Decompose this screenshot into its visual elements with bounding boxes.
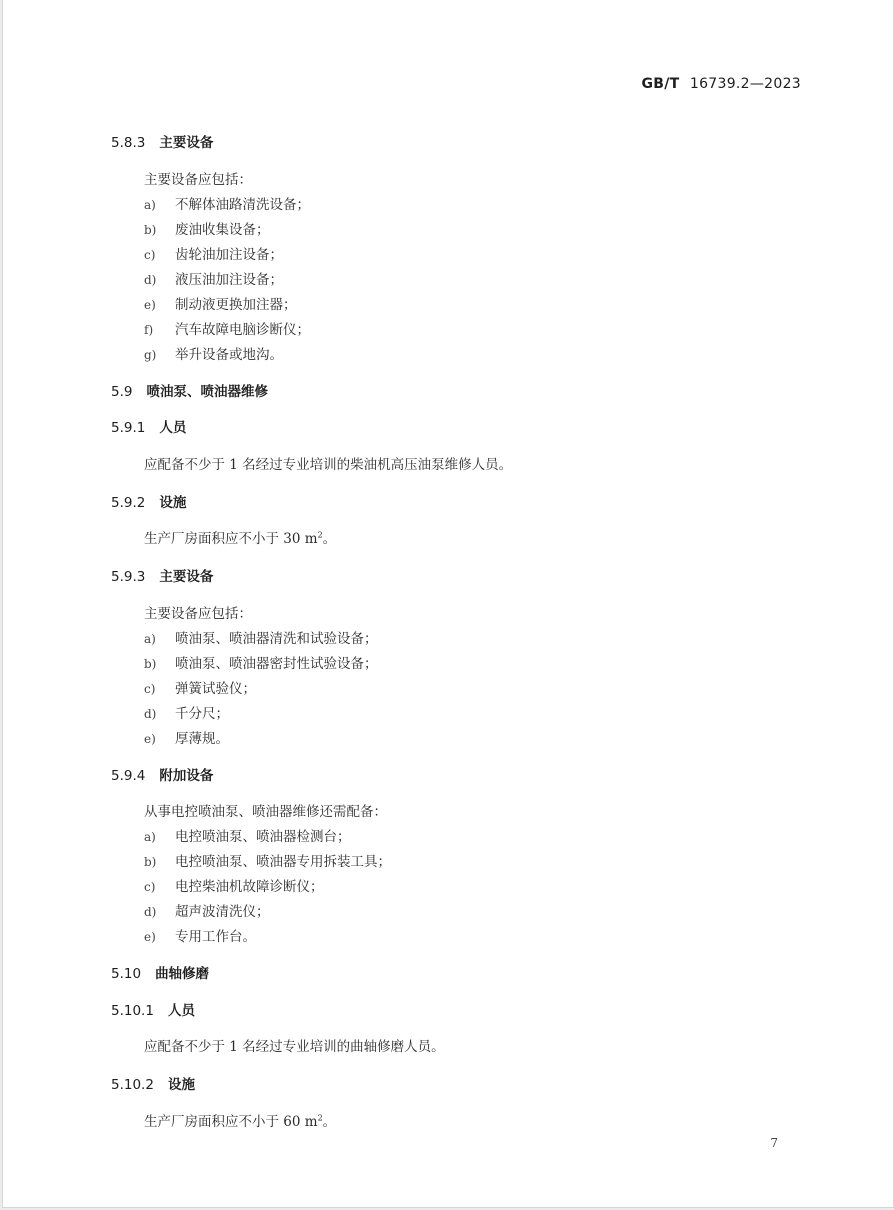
- list-item: e) 厚薄规。: [144, 731, 229, 747]
- list-item: c) 齿轮油加注设备；: [144, 247, 283, 263]
- list-item: b) 废油收集设备；: [144, 222, 270, 238]
- heading-5-9-1: 5.9.1 人员: [111, 420, 187, 436]
- heading-5-9: 5.9 喷油泵、喷油器维修: [111, 384, 268, 400]
- heading-5-10-2: 5.10.2 设施: [111, 1077, 195, 1093]
- heading-5-9-2: 5.9.2 设施: [111, 495, 187, 511]
- paragraph-5-10-1: 应配备不少于 1 名经过专业培训的曲轴修磨人员。: [144, 1039, 445, 1055]
- list-item: e) 制动液更换加注器；: [144, 297, 297, 313]
- list-item: a) 电控喷油泵、喷油器检测台；: [144, 829, 351, 845]
- paragraph-intro-5-9-3: 主要设备应包括：: [144, 606, 252, 622]
- heading-5-8-3: 5.8.3 主要设备: [111, 135, 214, 151]
- paragraph-5-9-1: 应配备不少于 1 名经过专业培训的柴油机高压油泵维修人员。: [144, 457, 513, 473]
- heading-5-9-4: 5.9.4 附加设备: [111, 768, 214, 784]
- standard-prefix: GB/T: [641, 76, 680, 92]
- document-page: [2, 0, 894, 1208]
- heading-5-10: 5.10 曲轴修磨: [111, 966, 210, 982]
- list-item: b) 喷油泵、喷油器密封性试验设备；: [144, 656, 378, 672]
- list-item: e) 专用工作台。: [144, 929, 256, 945]
- list-item: a) 喷油泵、喷油器清洗和试验设备；: [144, 631, 378, 647]
- list-item: g) 举升设备或地沟。: [144, 347, 283, 363]
- list-item: d) 超声波清洗仪；: [144, 904, 270, 920]
- list-item: d) 液压油加注设备；: [144, 272, 283, 288]
- standard-code-header: [641, 76, 801, 92]
- list-item: d) 千分尺；: [144, 706, 229, 722]
- heading-5-9-3: 5.9.3 主要设备: [111, 569, 214, 585]
- heading-5-10-1: 5.10.1 人员: [111, 1003, 195, 1019]
- page-number: 7: [770, 1136, 778, 1150]
- paragraph-5-10-2: 生产厂房面积应不小于 60 $m^2$。: [144, 1113, 337, 1130]
- paragraph-intro-5-8-3: 主要设备应包括：: [144, 172, 252, 188]
- list-item: f) 汽车故障电脑诊断仪；: [144, 322, 310, 338]
- standard-number: 16739.2—2023: [689, 76, 801, 92]
- list-item: c) 电控柴油机故障诊断仪；: [144, 879, 324, 895]
- list-item: a) 不解体油路清洗设备；: [144, 197, 310, 213]
- list-item: c) 弹簧试验仪；: [144, 681, 256, 697]
- paragraph-5-9-2: 生产厂房面积应不小于 30 $m^2$。: [144, 530, 337, 547]
- list-item: b) 电控喷油泵、喷油器专用拆装工具；: [144, 854, 391, 870]
- paragraph-intro-5-9-4: 从事电控喷油泵、喷油器维修还需配备：: [144, 804, 387, 820]
